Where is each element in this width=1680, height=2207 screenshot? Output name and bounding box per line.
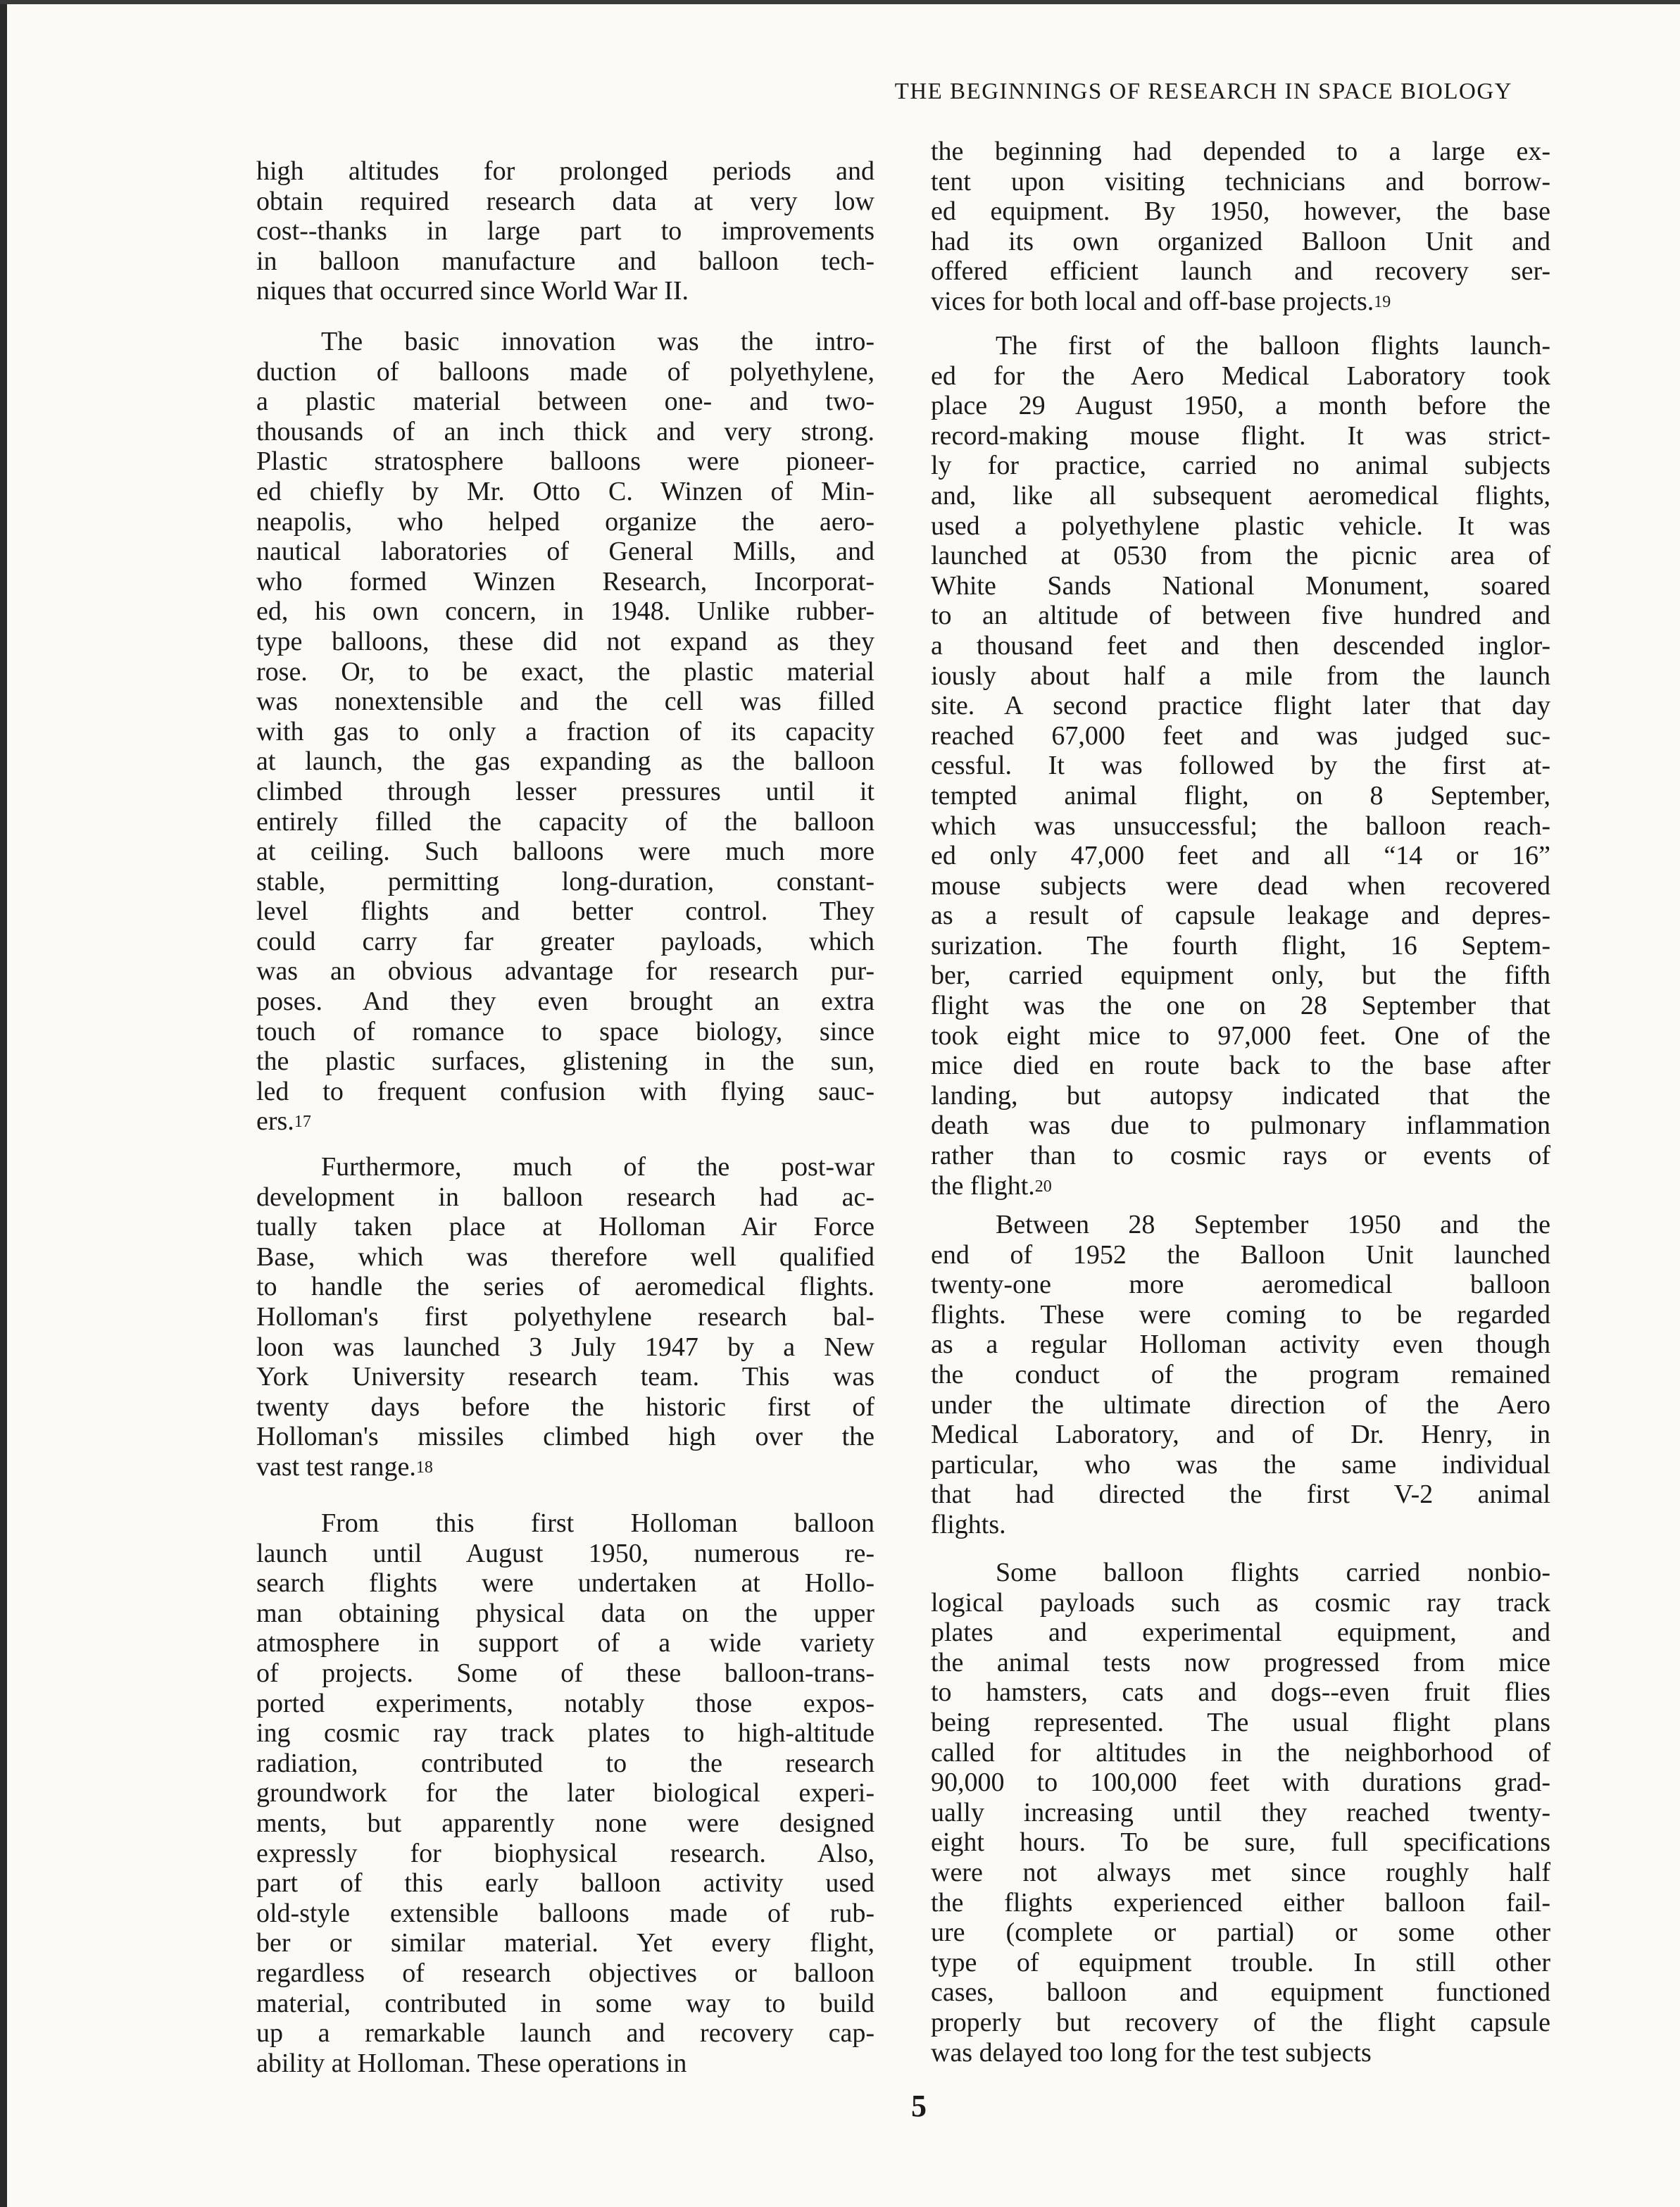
text-line: ing cosmic ray track plates to high-altitude: [256, 1718, 875, 1749]
text-line: landing, but autopsy indicated that the: [931, 1080, 1550, 1111]
text-line: twenty days before the historic first of: [256, 1392, 875, 1422]
text-line: the plastic surfaces, glistening in the sun,: [256, 1046, 875, 1077]
right-paragraph-2: [931, 331, 1550, 1201]
text-line: death was due to pulmonary inflammation: [931, 1111, 1550, 1141]
text-line: nautical laboratories of General Mills, and: [256, 537, 875, 567]
footnote-marker: 20: [1034, 1177, 1052, 1196]
text-line: reached 67,000 feet and was judged suc-: [931, 720, 1550, 751]
text-line: type balloons, these did not expand as they: [256, 626, 875, 656]
text-line: niques that occurred since World War II.: [256, 276, 689, 306]
text-line: ported experiments, notably those expos-: [256, 1688, 875, 1718]
left-paragraph-4: [256, 1508, 875, 2078]
text-line: ed chiefly by Mr. Otto C. Winzen of Min-: [256, 476, 875, 506]
text-line: site. A second practice flight later that day: [931, 691, 1550, 721]
text-line: place 29 August 1950, a month before the: [931, 391, 1550, 421]
text-line: had its own organized Balloon Unit and: [931, 226, 1550, 256]
right-paragraph-3: [931, 1210, 1550, 1540]
text-line: type of equipment trouble. In still other: [931, 1947, 1550, 1977]
text-line: cost--thanks in large part to improvements: [256, 216, 875, 246]
text-line: ber or similar material. Yet every flight,: [256, 1928, 875, 1958]
text-line: offered efficient launch and recovery ser-: [931, 256, 1550, 287]
text-line: [931, 287, 1550, 317]
text-line: could carry far greater payloads, which: [256, 926, 875, 956]
text-line: that had directed the first V-2 animal: [931, 1480, 1550, 1510]
line-text: vast test range.: [256, 1451, 416, 1482]
text-line: surization. The fourth flight, 16 Septem-: [931, 930, 1550, 961]
text-line: the flights experienced either balloon fail-: [931, 1887, 1550, 1918]
text-line: flight was the one on 28 September that: [931, 991, 1550, 1021]
text-line: a plastic material between one- and two-: [256, 387, 875, 417]
text-line: entirely filled the capacity of the balloon: [256, 806, 875, 837]
text-line: called for altitudes in the neighborhood of: [931, 1737, 1550, 1768]
footnote-marker: 19: [1374, 292, 1391, 311]
text-line: as a regular Holloman activity even though: [931, 1330, 1550, 1360]
text-line: ber, carried equipment only, but the fifth: [931, 961, 1550, 991]
text-line: man obtaining physical data on the upper: [256, 1598, 875, 1628]
text-line: tempted animal flight, on 8 September,: [931, 780, 1550, 811]
text-line: loon was launched 3 July 1947 by a New: [256, 1332, 875, 1362]
text-line: part of this early balloon activity used: [256, 1868, 875, 1899]
line-text: ers.: [256, 1106, 294, 1137]
text-line: the animal tests now progressed from mice: [931, 1647, 1550, 1677]
line-text: the flight.: [931, 1170, 1035, 1201]
text-line: Holloman's first polyethylene research bal-: [256, 1301, 875, 1332]
text-line: mice died en route back to the base after: [931, 1051, 1550, 1081]
text-line: Medical Laboratory, and of Dr. Henry, in: [931, 1420, 1550, 1450]
text-line: old-style extensible balloons made of rub-: [256, 1898, 875, 1928]
text-line: in balloon manufacture and balloon tech-: [256, 246, 875, 276]
text-line: atmosphere in support of a wide variety: [256, 1628, 875, 1658]
text-line: of projects. Some of these balloon-trans-: [256, 1658, 875, 1688]
text-line: as a result of capsule leakage and depres-: [931, 901, 1550, 931]
text-line: ly for practice, carried no animal subjects: [931, 451, 1550, 481]
text-line: From this first Holloman balloon: [321, 1508, 875, 1538]
text-line: was delayed too long for the test subjects: [931, 2037, 1372, 2068]
text-line: The first of the balloon flights launch-: [996, 331, 1550, 361]
text-line: logical payloads such as cosmic ray track: [931, 1587, 1550, 1618]
text-line: flights.: [931, 1509, 1006, 1539]
text-line: cases, balloon and equipment functioned: [931, 1977, 1550, 2008]
text-line: the conduct of the program remained: [931, 1359, 1550, 1389]
right-paragraph-1: [931, 137, 1550, 317]
text-line: Base, which was therefore well qualified: [256, 1242, 875, 1272]
text-line: ually increasing until they reached twenty-: [931, 1797, 1550, 1827]
text-line: ure (complete or partial) or some other: [931, 1918, 1550, 1948]
text-line: to handle the series of aeromedical flights.: [256, 1272, 875, 1302]
text-line: launched at 0530 from the picnic area of: [931, 541, 1550, 571]
text-line: expressly for biophysical research. Also,: [256, 1838, 875, 1868]
text-line: which was unsuccessful; the balloon reach-: [931, 811, 1550, 841]
text-line: 90,000 to 100,000 feet with durations grad-: [931, 1768, 1550, 1798]
text-line: end of 1952 the Balloon Unit launched: [931, 1239, 1550, 1270]
text-line: up a remarkable launch and recovery cap-: [256, 2018, 875, 2049]
text-line: tent upon visiting technicians and borrow-: [931, 166, 1550, 196]
text-line: Furthermore, much of the post-war: [321, 1152, 875, 1182]
text-line: tually taken place at Holloman Air Force: [256, 1212, 875, 1242]
text-line: poses. And they even brought an extra: [256, 987, 875, 1017]
text-line: development in balloon research had ac-: [256, 1182, 875, 1212]
text-line: being represented. The usual flight plans: [931, 1707, 1550, 1737]
text-line: level flights and better control. They: [256, 896, 875, 927]
text-line: ed for the Aero Medical Laboratory took: [931, 361, 1550, 391]
text-line: duction of balloons made of polyethylene,: [256, 356, 875, 387]
text-line: was nonextensible and the cell was filled: [256, 687, 875, 717]
text-line: flights. These were coming to be regarded: [931, 1299, 1550, 1330]
text-line: obtain required research data at very low: [256, 186, 875, 216]
left-paragraph-3: [256, 1152, 875, 1482]
text-line: mouse subjects were dead when recovered: [931, 870, 1550, 901]
text-line: to hamsters, cats and dogs--even fruit flies: [931, 1677, 1550, 1708]
text-line: at ceiling. Such balloons were much more: [256, 837, 875, 867]
text-line: Between 28 September 1950 and the: [996, 1210, 1550, 1239]
text-line: radiation, contributed to the research: [256, 1748, 875, 1778]
line-text: vices for both local and off-base projects.: [931, 286, 1374, 316]
text-line: high altitudes for prolonged periods and: [256, 156, 875, 186]
text-line: cessful. It was followed by the first at-: [931, 751, 1550, 781]
text-line: were not always met since roughly half: [931, 1857, 1550, 1887]
text-line: ments, but apparently none were designed: [256, 1808, 875, 1838]
text-line: properly but recovery of the flight capsule: [931, 2007, 1550, 2037]
scan-edge: [0, 0, 7, 2207]
text-line: Holloman's missiles climbed high over the: [256, 1422, 875, 1452]
left-paragraph-1: [256, 156, 875, 306]
text-line: record-making mouse flight. It was strict-: [931, 420, 1550, 451]
text-line: ed only 47,000 feet and all “14 or 16”: [931, 841, 1550, 871]
text-line: twenty-one more aeromedical balloon: [931, 1270, 1550, 1300]
text-line: search flights were undertaken at Hollo-: [256, 1568, 875, 1599]
text-line: [256, 1106, 875, 1137]
text-line: stable, permitting long-duration, constant-: [256, 866, 875, 896]
text-line: rather than to cosmic rays or events of: [931, 1141, 1550, 1171]
text-line: [256, 1452, 875, 1482]
text-line: plates and experimental equipment, and: [931, 1618, 1550, 1648]
text-line: led to frequent confusion with flying sauc-: [256, 1076, 875, 1106]
text-line: the beginning had depended to a large ex-: [931, 137, 1550, 166]
footnote-marker: 17: [294, 1113, 311, 1132]
text-line: iously about half a mile from the launch: [931, 661, 1550, 691]
text-line: neapolis, who helped organize the aero-: [256, 506, 875, 537]
text-line: Some balloon flights carried nonbio-: [996, 1558, 1550, 1587]
text-line: to an altitude of between five hundred and: [931, 601, 1550, 631]
page-number: 5: [911, 2089, 927, 2123]
text-line: Plastic stratosphere balloons were pioneer-: [256, 446, 875, 477]
text-line: thousands of an inch thick and very strong.: [256, 416, 875, 446]
text-line: ability at Holloman. These operations in: [256, 2048, 687, 2078]
text-line: used a polyethylene plastic vehicle. It was: [931, 511, 1550, 541]
running-head: THE BEGINNINGS OF RESEARCH IN SPACE BIOLOGY: [894, 79, 1512, 104]
footnote-marker: 18: [415, 1458, 433, 1477]
text-line: York University research team. This was: [256, 1362, 875, 1392]
text-line: ed equipment. By 1950, however, the base: [931, 196, 1550, 227]
right-paragraph-4: [931, 1558, 1550, 2068]
text-line: eight hours. To be sure, full specifications: [931, 1827, 1550, 1858]
text-line: was an obvious advantage for research pur-: [256, 956, 875, 987]
text-line: material, contributed in some way to build: [256, 1988, 875, 2018]
text-line: with gas to only a fraction of its capacity: [256, 716, 875, 746]
text-line: touch of romance to space biology, since: [256, 1016, 875, 1046]
text-line: regardless of research objectives or balloon: [256, 1958, 875, 1988]
text-line: launch until August 1950, numerous re-: [256, 1538, 875, 1568]
text-line: took eight mice to 97,000 feet. One of the: [931, 1020, 1550, 1051]
text-line: groundwork for the later biological experi-: [256, 1778, 875, 1808]
text-line: climbed through lesser pressures until it: [256, 776, 875, 806]
scan-edge-top: [0, 0, 1680, 4]
left-paragraph-2: [256, 327, 875, 1137]
text-line: rose. Or, to be exact, the plastic material: [256, 656, 875, 687]
text-line: under the ultimate direction of the Aero: [931, 1389, 1550, 1420]
text-line: a thousand feet and then descended inglor-: [931, 630, 1550, 661]
text-line: [931, 1171, 1550, 1201]
text-line: at launch, the gas expanding as the balloon: [256, 746, 875, 777]
text-line: who formed Winzen Research, Incorporat-: [256, 566, 875, 596]
text-line: and, like all subsequent aeromedical flights,: [931, 480, 1550, 511]
text-line: The basic innovation was the intro-: [321, 327, 875, 356]
text-line: ed, his own concern, in 1948. Unlike rubber-: [256, 596, 875, 627]
text-line: particular, who was the same individual: [931, 1449, 1550, 1480]
text-line: White Sands National Monument, soared: [931, 570, 1550, 601]
